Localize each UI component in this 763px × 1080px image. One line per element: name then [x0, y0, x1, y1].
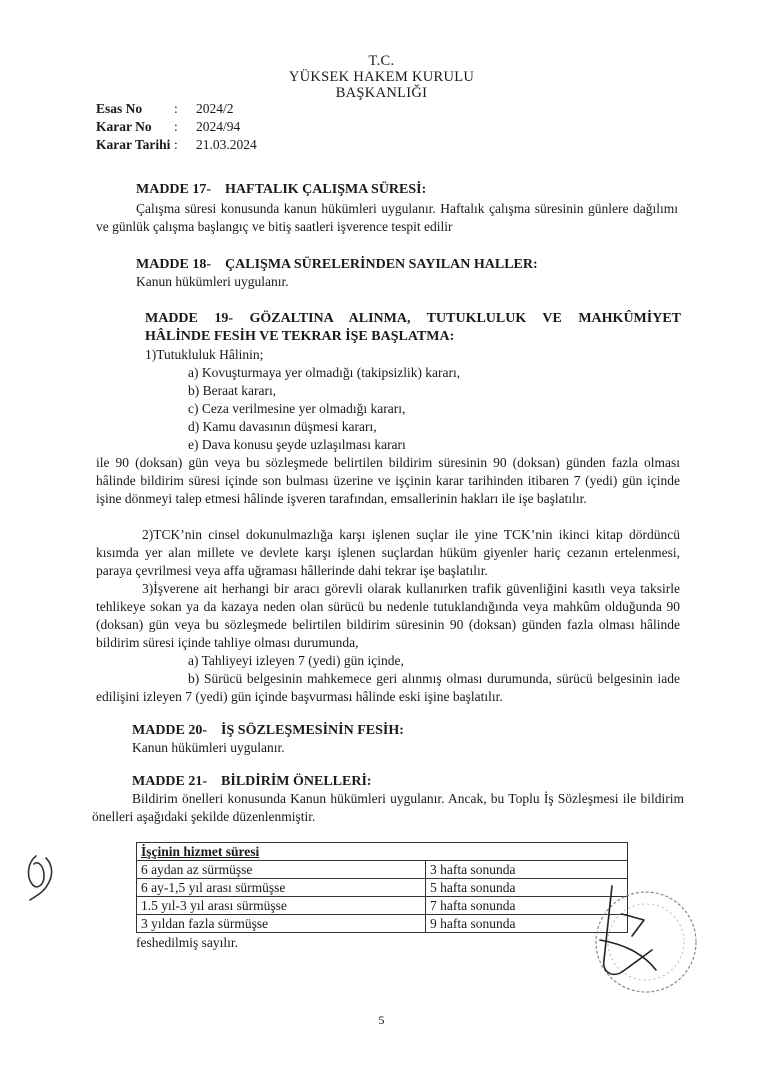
article-21-after-table: feshedilmiş sayılır.	[136, 935, 238, 950]
meta-label: Esas No	[96, 101, 143, 116]
article-19-p3-text: 3)İşverene ait herhangi bir aracı görevli olarak kullanırken trafik güvenliğini kasıtlı veya taksirle tehlikeye sokan ya da kazaya neden olan sürücü bu nedenle tutuklandığında veya mahkûm olduğunda 90 (doksan) gün veya bu sözleşmede belirtilen bildirim süresinin 90 (doksan) günden fazla olması hâlinde bildirim süresi içinde tahliye olması durumunda,	[96, 581, 680, 650]
table-cell-notice: 7 hafta sonunda	[426, 897, 628, 915]
table-cell-period: 6 aydan az sürmüşse	[137, 861, 426, 879]
table-header-row	[137, 843, 628, 861]
meta-row-esas	[96, 100, 257, 118]
article-18-title: MADDE 18- ÇALIŞMA SÜRELERİNDEN SAYILAN HALLER:	[136, 257, 538, 272]
header-tc: T.C.	[368, 53, 395, 69]
meta-row-karar	[96, 118, 257, 136]
article-19-p1-intro: 1)Tutukluluk Hâlinin;	[145, 347, 264, 362]
article-18-text: Kanun hükümleri uygulanır.	[136, 274, 289, 289]
document-header	[0, 53, 763, 101]
article-19-title-line2: HÂLİNDE FESİH VE TEKRAR İŞE BAŞLATMA:	[145, 329, 455, 344]
article-17	[136, 181, 676, 199]
notice-period-table	[136, 842, 628, 933]
meta-value: 21.03.2024	[196, 137, 257, 152]
meta-label: Karar No	[96, 119, 152, 134]
article-19-p1-text: ile 90 (doksan) gün veya bu sözleşmede belirtilen bildirim süresinin 90 (doksan) günden fazla olması hâlinde bildirim süresi içinde son bulması üzerine ve işçinin karar tarihinden itibaren 7 (yedi) gün içinde işine dönmeyi talep etmesi hâlinde işveren tarafından, emsallerinin hakları ile işe başlatılır.	[96, 455, 680, 506]
article-21-text: Bildirim önelleri konusunda Kanun hükümleri uygulanır. Ancak, bu Toplu İş Sözleşmesi ile bildirim önelleri aşağıdaki şekilde düzenlenmiştir.	[92, 791, 684, 824]
table-row	[137, 861, 628, 879]
article-20-title: MADDE 20- İŞ SÖZLEŞMESİNİN FESİH:	[132, 723, 404, 738]
meta-colon: :	[174, 137, 178, 152]
table-header-cell: İşçinin hizmet süresi	[137, 843, 628, 861]
article-19-p3-b: b) Sürücü belgesinin mahkemece geri alınmış olması durumunda, sürücü belgesinin iade edilişini izleyen 7 (yedi) gün içinde başvurması hâlinde eski işine başlatılır.	[96, 671, 680, 704]
handwritten-signature	[22, 850, 70, 906]
list-item: d) Kamu davasının düşmesi kararı,	[188, 419, 377, 434]
official-stamp	[582, 880, 702, 1010]
article-17-title: MADDE 17- HAFTALIK ÇALIŞMA SÜRESİ:	[136, 182, 427, 197]
meta-colon: :	[174, 119, 178, 134]
meta-value: 2024/2	[196, 101, 234, 116]
table-cell-period: 1.5 yıl-3 yıl arası sürmüşse	[137, 897, 426, 915]
table-row	[137, 897, 628, 915]
page-number: 5	[378, 1013, 385, 1027]
list-item: a) Kovuşturmaya yer olmadığı (takipsizlik) kararı,	[188, 365, 461, 380]
table-cell-notice: 9 hafta sonunda	[426, 915, 628, 933]
header-presidency: BAŞKANLIĞI	[335, 85, 428, 101]
table-row	[137, 879, 628, 897]
article-19-p1-list	[188, 364, 678, 454]
article-21-title: MADDE 21- BİLDİRİM ÖNELLERİ:	[132, 774, 372, 789]
article-19-p2-text: 2)TCK’nin cinsel dokunulmazlığa karşı işlenen suçlar ile yine TCK’nin ikinci kitap dördüncü kısımda yer alan millete ve devlete karşı işlenen suçlardan hüküm giyenler hariç cezanın ertelenmesi, paraya çevrilmesi veya affa uğraması hâllerinde dahi tekrar işe başlatılır.	[96, 527, 680, 578]
list-item: e) Dava konusu şeyde uzlaşılması kararı	[188, 437, 406, 452]
table-row	[137, 915, 628, 933]
list-item: b) Beraat kararı,	[188, 383, 277, 398]
table-cell-notice: 5 hafta sonunda	[426, 879, 628, 897]
list-item: c) Ceza verilmesine yer olmadığı kararı,	[188, 401, 406, 416]
table-cell-notice: 3 hafta sonunda	[426, 861, 628, 879]
meta-value: 2024/94	[196, 119, 241, 134]
meta-colon: :	[174, 101, 178, 116]
article-17-text: Çalışma süresi konusunda kanun hükümleri uygulanır. Haftalık çalışma süresinin günlere dağılımı ve günlük çalışma başlangıç ve bitiş saatleri işverence tespit edilir	[96, 201, 678, 234]
meta-row-tarih	[96, 136, 257, 154]
case-meta	[96, 100, 257, 154]
table-cell-period: 6 ay-1,5 yıl arası sürmüşse	[137, 879, 426, 897]
article-19-title-line1: MADDE 19- GÖZALTINA ALINMA, TUTUKLULUK VE MAHKÛMİYET	[145, 311, 681, 326]
table-cell-period: 3 yıldan fazla sürmüşse	[137, 915, 426, 933]
article-19-p3-a: a) Tahliyeyi izleyen 7 (yedi) gün içinde,	[188, 653, 404, 668]
header-institution: YÜKSEK HAKEM KURULU	[288, 69, 475, 85]
article-20-text: Kanun hükümleri uygulanır.	[132, 740, 285, 755]
meta-label: Karar Tarihi	[96, 137, 171, 152]
